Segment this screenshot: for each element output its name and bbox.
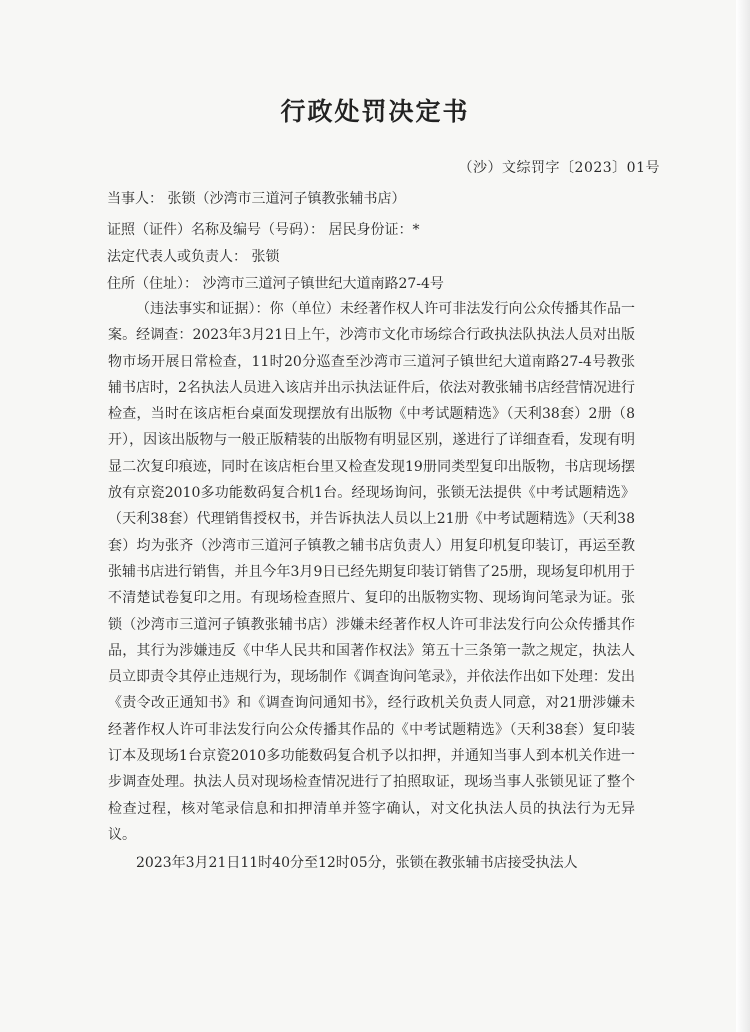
- document-number: （沙）文综罚字〔2023〕01号: [458, 160, 660, 176]
- continuation-paragraph: 2023年3月21日11时40分至12时05分，张锁在教张辅书店接受执法人: [136, 855, 578, 872]
- document-title: 行政处罚决定书: [280, 97, 470, 126]
- party-line: 当事人： 张锁（沙湾市三道河子镇教张辅书店）: [107, 191, 406, 207]
- address-line: 住所（住址）： 沙湾市三道河子镇世纪大道南路27-4号: [107, 276, 444, 292]
- document-body: [108, 296, 635, 877]
- representative-line: 法定代表人或负责人： 张锁: [107, 249, 280, 265]
- page-edge-shadow: [736, 0, 750, 1032]
- facts-paragraph: （违法事实和证据）：你（单位）未经著作权人许可非法发行向公众传播其作品一案。经调查：2023年3月21日上午，沙湾市文化市场综合行政执法队执法人员对出版物市场开展日常检查，11时20分巡查至沙湾市三道河子镇世纪大道南路27-4号教张辅书店时，2名执法人员进入该店并出示执法证件后，依法对教张辅书店经营情况进行检查，当时在该店柜台桌面发现摆放有出版物《中考试题精选》（天利38套）2册（8开），因该出版物与一般正版精装的出版物有明显区别，遂进行了详细查看，发现有明显二次复印痕迹，同时在该店柜台里又检查发现19册同类型复印出版物，书店现场摆放有京瓷2010多功能数码复合机1台。经现场询问，张锁无法提供《中考试题精选》（天利38套）代理销售授权书，并告诉执法人员以上21册《中考试题精选》（天利38套）均为张齐（沙湾市三道河子镇教之辅书店负责人）用复印机复印装订，再运至教张辅书店进行销售，并且今年3月9日已经先期复印装订销售了25册，现场复印机用于不清楚试卷复印之用。有现场检查照片、复印的出版物实物、现场询问笔录为证。张锁（沙湾市三道河子镇教张辅书店）涉嫌未经著作权人许可非法发行向公众传播其作品，其行为涉嫌违反《中华人民共和国著作权法》第五十三条第一款之规定，执法人员立即责令其停止违规行为，现场制作《调查询问笔录》，并依法作出如下处理：发出《责令改正通知书》和《调查询问通知书》，经行政机关负责人同意，对21册涉嫌未经著作权人许可非法发行向公众传播其作品的《中考试题精选》（天利38套）复印装订本及现场1台京瓷2010多功能数码复合机予以扣押，并通知当事人到本机关作进一步调查处理。执法人员对现场检查情况进行了拍照取证，现场当事人张锁见证了整个检查过程，核对笔录信息和扣押清单并签字确认，对文化执法人员的执法行为无异议。: [108, 301, 635, 843]
- id-line: 证照（证件）名称及编号（号码）： 居民身份证：*: [107, 222, 420, 238]
